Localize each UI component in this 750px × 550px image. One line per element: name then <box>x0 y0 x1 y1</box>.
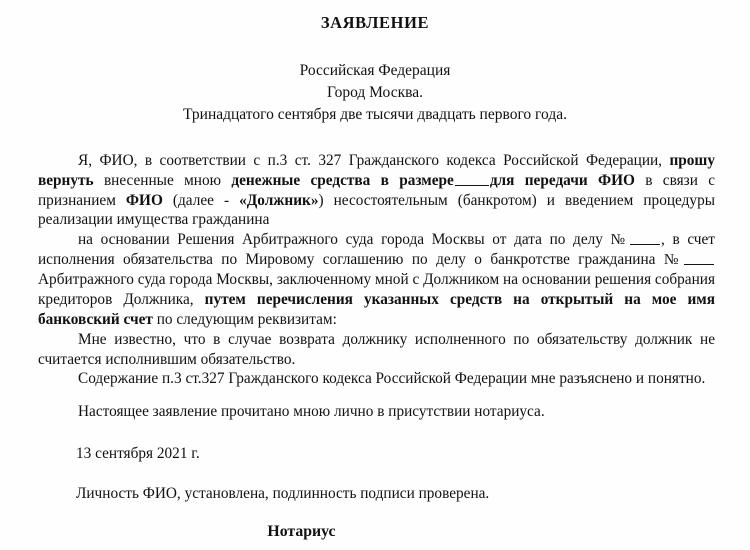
p1-segment-debtor-bold: «Должник» <box>239 191 319 209</box>
p1-segment-return-bold: прошу вернуть <box>38 151 715 189</box>
p1-segment-paid: внесенные мною <box>93 171 232 189</box>
paragraph-article-explained: Содержание п.3 ст.327 Гражданского кодекса Российской Федерации мне разъяснено и понятно. <box>78 370 706 388</box>
blank-amount[interactable] <box>455 185 489 186</box>
spacer-before-date <box>38 422 715 444</box>
page-title: ЗАЯВЛЕНИЕ <box>320 13 430 32</box>
paragraph-request <box>38 151 715 231</box>
p2-segment-account-bold: путем перечисления указанных средств на открытый на мое имя банковский счет <box>38 290 715 328</box>
p2-segment-court: на основании Решения Арбитражного суда города Москвы от дата по делу № <box>78 231 629 249</box>
p1-segment-tail: ) несостоятельным (банкротом) и введением процедуры реализации имущества гражданина <box>38 191 715 229</box>
identity-verification-line: Личность ФИО, установлена, подлинность подписи проверена. <box>76 485 490 503</box>
p2-segment-creditors: Арбитражного суда города Москвы, заключенному мной с Должником на основании решения собрания кредиторов Должника, <box>38 271 715 308</box>
spacer-before-read <box>38 389 715 402</box>
p1-segment-intro: Я, ФИО, в соответствии с п.3 ст. 327 Гражданского кодекса Российской Федерации, <box>78 151 670 169</box>
p1-segment-transfer-bold: для передачи ФИО <box>489 171 635 189</box>
heading-country: Российская Федерация <box>299 61 451 79</box>
heading-city: Город Москва. <box>327 83 423 101</box>
paragraph-read-aloud: Настоящее заявление прочитано мною лично в присутствии нотариуса. <box>78 403 545 421</box>
spacer-before-identity <box>38 464 715 484</box>
p2-segment-requisites: по следующим реквизитам: <box>152 310 337 328</box>
heading-block <box>0 60 750 126</box>
p1-segment-amount-bold: денежные средства в размере <box>231 171 454 189</box>
notary-label: Нотариус <box>267 522 336 540</box>
p1-segment-fio-bold: ФИО <box>125 191 163 209</box>
blank-case-number-1[interactable] <box>630 244 660 245</box>
document-body <box>38 151 715 543</box>
p1-segment-hereafter: (далее - <box>162 191 240 209</box>
spacer-before-notary <box>38 504 715 522</box>
paragraph-awareness: Мне известно, что в случае возврата должнику исполненного по обязательству должник не считается исполнившим обязательство. <box>38 330 715 368</box>
paragraph-court-basis <box>38 230 715 329</box>
p1-segment-connection: в связи с признанием <box>38 171 716 209</box>
signature-date: 13 сентября 2021 г. <box>76 445 200 463</box>
blank-case-number-2[interactable] <box>684 264 714 265</box>
heading-date-words: Тринадцатого сентября две тысячи двадцать первого года. <box>183 105 567 123</box>
p2-segment-settlement: , в счет исполнения обязательства по Мировому соглашению по делу о банкротстве гражданина № <box>38 231 715 269</box>
